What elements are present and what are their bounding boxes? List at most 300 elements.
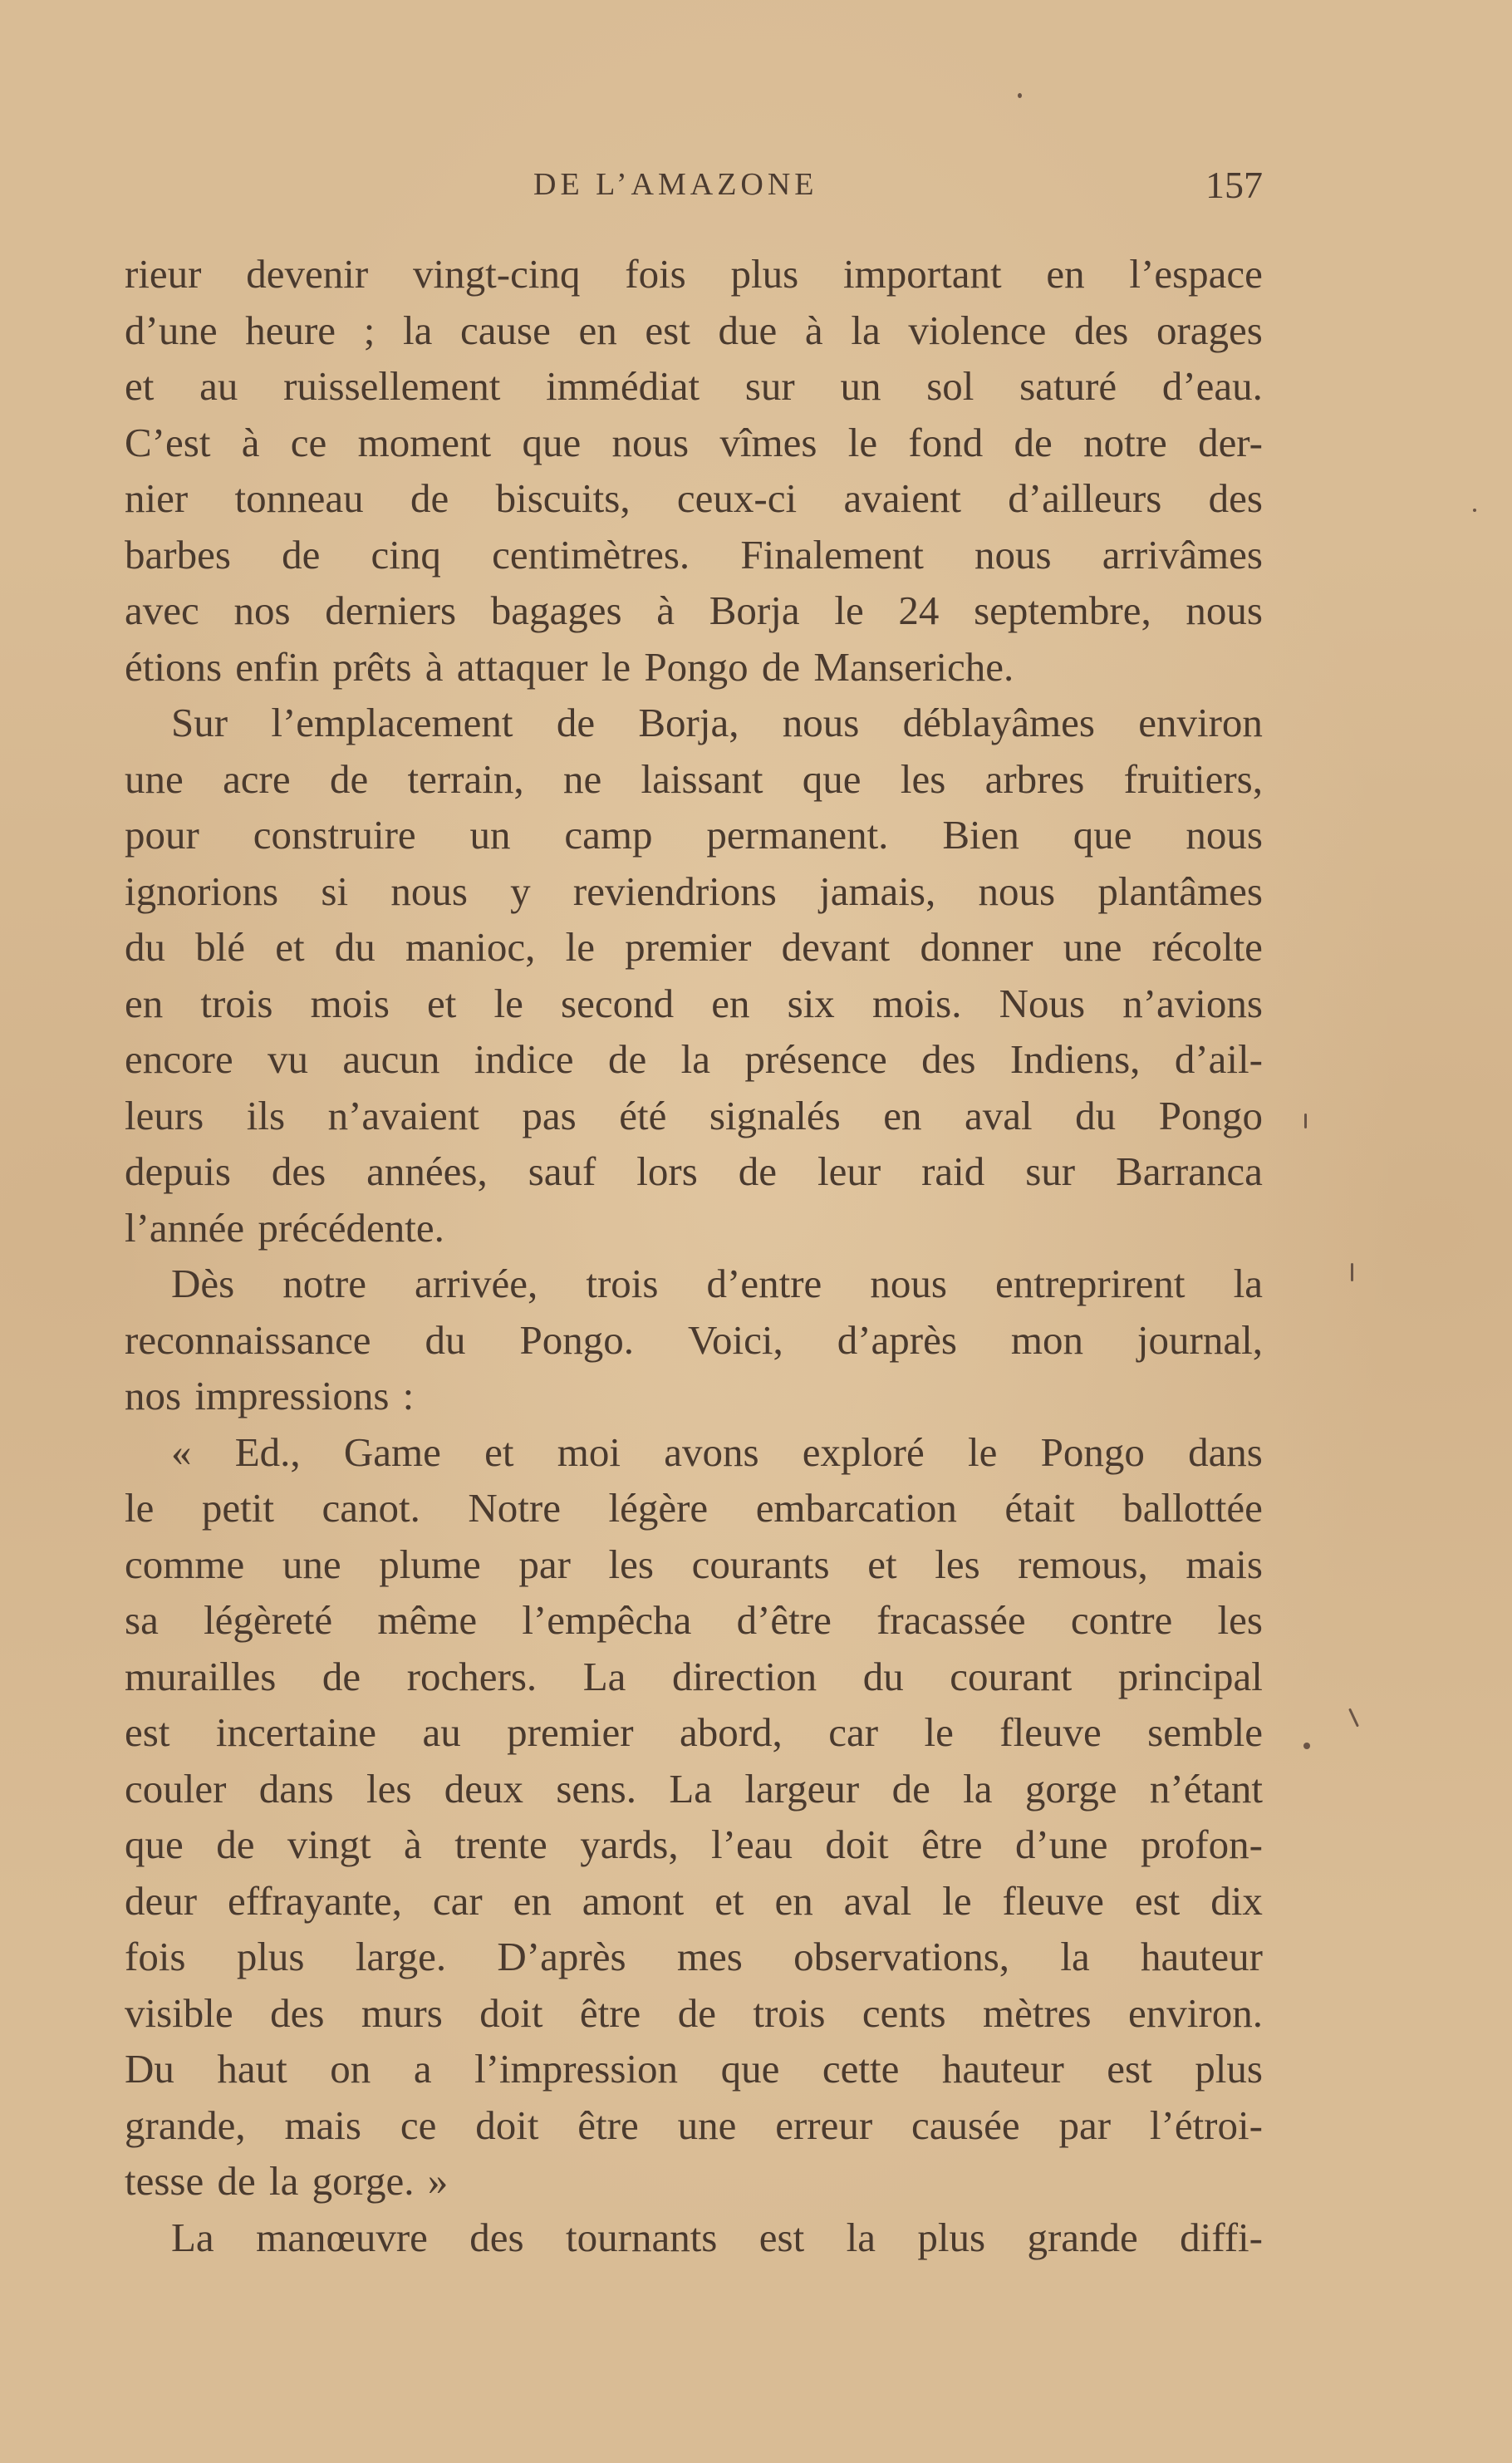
word: notre	[282, 1261, 366, 1306]
text-line	[125, 2210, 1263, 2266]
word: mon	[1010, 1316, 1083, 1363]
word: grande,	[125, 2102, 246, 2148]
word: est	[125, 1709, 170, 1755]
word: en	[1046, 251, 1085, 297]
word: fruitiers,	[1123, 755, 1263, 802]
paper-speck	[1348, 1708, 1359, 1727]
text-line	[125, 2041, 1263, 2097]
word: le	[834, 587, 864, 633]
word: nous	[390, 868, 468, 914]
word: visible	[125, 1989, 233, 2036]
word: saturé	[1019, 363, 1117, 409]
word: arrivée,	[415, 1261, 538, 1306]
text-line	[125, 470, 1263, 527]
word: car	[432, 1877, 483, 1924]
word: de	[556, 700, 596, 745]
word: fracassée	[876, 1597, 1026, 1643]
word: que	[522, 419, 582, 465]
word: fond	[908, 419, 984, 465]
word: nier	[125, 475, 189, 521]
word: être	[577, 2102, 639, 2148]
word: arrivâmes	[1102, 531, 1263, 578]
word: reconnaissance	[125, 1316, 371, 1363]
word: la	[403, 307, 433, 353]
word: Du	[125, 2046, 174, 2092]
word: barbes	[125, 531, 231, 578]
word: la	[846, 2214, 876, 2260]
text-line	[125, 1088, 1263, 1144]
word: et	[484, 1428, 514, 1475]
word: et	[275, 924, 305, 970]
word: der-	[1198, 419, 1263, 465]
word: à	[241, 419, 260, 465]
word: et	[714, 1877, 744, 1924]
word: dans	[1188, 1428, 1263, 1475]
word: fleuve	[1002, 1877, 1104, 1924]
word: nous	[1186, 812, 1263, 858]
word: murs	[361, 1989, 443, 2036]
word: rochers.	[406, 1653, 538, 1699]
word: second	[561, 980, 675, 1026]
word: permanent.	[706, 812, 889, 858]
text-line	[125, 1929, 1263, 1985]
word: de	[607, 1036, 647, 1082]
word: de	[1014, 419, 1053, 465]
word: le	[967, 1428, 998, 1475]
word: l’eau	[711, 1821, 793, 1867]
word: ce	[290, 419, 327, 465]
word: Dès	[171, 1261, 235, 1306]
word: reviendrions	[572, 868, 777, 914]
word: trois	[586, 1261, 659, 1306]
word: ruissellement	[283, 363, 501, 409]
word: au	[422, 1709, 461, 1755]
word: sa	[125, 1597, 159, 1643]
word: que	[802, 755, 862, 802]
word: l’empêcha	[522, 1597, 692, 1643]
word: car	[828, 1709, 879, 1755]
word: nous	[974, 531, 1052, 578]
word: gorge	[1024, 1765, 1117, 1812]
word: nous	[870, 1261, 947, 1306]
word: ceux-ci	[676, 475, 798, 521]
paper-speck	[1018, 93, 1022, 98]
text-line	[125, 1312, 1263, 1369]
word: pas	[522, 1092, 577, 1138]
text-line	[125, 695, 1263, 751]
word: premier	[625, 924, 752, 970]
word: tournants	[566, 2214, 718, 2260]
word: est	[1107, 2046, 1152, 2092]
word: d’après	[837, 1316, 957, 1363]
word: l’impression	[474, 2046, 679, 2092]
word: mais	[1186, 1541, 1263, 1587]
word: un	[840, 363, 881, 409]
word: du	[862, 1653, 904, 1699]
word: ce	[400, 2102, 437, 2148]
word: environ	[1138, 700, 1263, 745]
word: La	[582, 1653, 626, 1699]
word: a	[413, 2046, 432, 2092]
text-line	[125, 1143, 1263, 1200]
text-line	[125, 583, 1263, 639]
word: être	[921, 1821, 983, 1867]
text-line	[125, 751, 1263, 808]
word: fois	[125, 1934, 186, 1979]
text-line	[125, 976, 1263, 1032]
word: que	[1073, 812, 1132, 858]
word: en	[774, 1877, 813, 1924]
text-line	[125, 1761, 1263, 1817]
text-line	[125, 1536, 1263, 1593]
word: même	[377, 1597, 478, 1643]
word: grande	[1027, 2214, 1138, 2260]
word: par	[1058, 2102, 1112, 2148]
text-line	[125, 2097, 1263, 2154]
word: Borja	[709, 587, 800, 633]
word: trois	[753, 1989, 826, 2036]
word: mais	[284, 2102, 361, 2148]
word: lors	[636, 1148, 698, 1194]
word: le	[924, 1709, 954, 1755]
word: vingt-cinq	[413, 251, 581, 297]
word: le	[125, 1485, 155, 1531]
word: 24	[898, 587, 940, 633]
word: y	[510, 868, 531, 914]
word: doit	[479, 1989, 543, 2036]
word: d’entre	[706, 1261, 822, 1306]
word: premier	[507, 1709, 634, 1755]
word: et	[427, 980, 457, 1026]
word: aucun	[342, 1036, 440, 1082]
word: cents	[862, 1989, 946, 2036]
word: nous	[1186, 587, 1263, 633]
text-line	[125, 919, 1263, 976]
word: pour	[125, 812, 199, 858]
text-line	[125, 415, 1263, 471]
word: diffi-	[1180, 2214, 1263, 2260]
word: d’une	[125, 307, 218, 353]
word: moment	[357, 419, 492, 465]
word: dans	[258, 1765, 334, 1812]
word: cinq	[371, 531, 441, 578]
word: courant	[950, 1653, 1073, 1699]
word: en	[578, 307, 617, 353]
word: murailles	[125, 1653, 277, 1699]
word: trois	[200, 980, 273, 1026]
word: plus	[236, 1934, 305, 1979]
word: indice	[474, 1036, 574, 1082]
word: était	[1004, 1485, 1075, 1531]
word: heure	[245, 307, 336, 353]
text-line: nos impressions :	[125, 1373, 415, 1418]
word: le	[493, 980, 523, 1026]
word: plume	[379, 1541, 481, 1587]
word: mes	[676, 1934, 743, 1979]
word: haut	[217, 2046, 287, 2092]
word: Finalement	[740, 531, 924, 578]
word: sur	[1025, 1148, 1076, 1194]
word: Ed.,	[234, 1428, 301, 1475]
word: légère	[608, 1485, 709, 1531]
text-line: tesse de la gorge. »	[125, 2158, 449, 2204]
word: erreur	[775, 2102, 873, 2148]
word: direction	[671, 1653, 817, 1699]
word: en	[125, 980, 164, 1026]
word: à	[656, 587, 675, 633]
word: n’étant	[1149, 1765, 1263, 1812]
word: à	[804, 307, 823, 353]
word: le	[565, 924, 595, 970]
word: devenir	[246, 251, 369, 297]
word: doit	[475, 2102, 539, 2148]
word: en	[513, 1877, 552, 1924]
word: abord,	[679, 1709, 783, 1755]
word: blé	[195, 924, 246, 970]
text-line	[125, 1256, 1263, 1312]
word: centimètres.	[492, 531, 690, 578]
word: ;	[363, 307, 376, 353]
word: des	[1208, 475, 1263, 521]
text-line	[125, 863, 1263, 920]
page-header	[125, 163, 1263, 221]
word: Pongo	[1158, 1092, 1263, 1138]
word: nos	[233, 587, 291, 633]
word: Voici,	[687, 1316, 783, 1363]
word: être	[579, 1989, 641, 2036]
word: le	[847, 419, 878, 465]
word: de	[410, 475, 449, 521]
word: tonneau	[234, 475, 364, 521]
word: au	[199, 363, 238, 409]
word: les	[366, 1765, 412, 1812]
word: de	[891, 1765, 930, 1812]
word: des	[921, 1036, 976, 1082]
word: incertaine	[215, 1709, 377, 1755]
word: par	[518, 1541, 571, 1587]
word: la	[851, 307, 881, 353]
text-line	[125, 1873, 1263, 1930]
word: une	[125, 755, 184, 802]
word: raid	[921, 1148, 985, 1194]
word: large.	[355, 1934, 447, 1979]
word: manioc,	[405, 924, 536, 970]
word: présence	[744, 1036, 887, 1082]
word: mois	[310, 980, 390, 1026]
word: terrain,	[407, 755, 524, 802]
word: récolte	[1151, 924, 1263, 970]
text-line: l’année précédente.	[125, 1204, 444, 1251]
word: et	[125, 363, 155, 409]
word: rieur	[125, 251, 202, 297]
word: la	[1060, 1934, 1090, 1979]
word: C’est	[125, 419, 211, 465]
word: principal	[1117, 1653, 1263, 1699]
word: Notre	[468, 1485, 561, 1531]
word: de	[216, 1821, 255, 1867]
word: l’espace	[1129, 251, 1263, 297]
word: orages	[1156, 307, 1263, 353]
word: moi	[557, 1428, 621, 1475]
word: acre	[223, 755, 291, 802]
word: bagages	[490, 587, 622, 633]
word: derniers	[325, 587, 457, 633]
word: hauteur	[941, 2046, 1064, 2092]
word: jamais,	[819, 868, 936, 914]
word: biscuits,	[495, 475, 631, 521]
word: de	[738, 1148, 777, 1194]
word: nous	[611, 419, 690, 465]
word: important	[843, 251, 1002, 297]
word: notre	[1083, 419, 1167, 465]
word: courants	[691, 1541, 830, 1587]
word: camp	[564, 812, 653, 858]
word: plantâmes	[1097, 868, 1263, 914]
word: est	[645, 307, 690, 353]
word: Barranca	[1116, 1148, 1263, 1194]
word: plus	[730, 251, 799, 297]
word: amont	[582, 1877, 685, 1924]
word: n’avions	[1122, 980, 1263, 1026]
word: cette	[822, 2046, 900, 2092]
word: à	[404, 1821, 422, 1867]
word: est	[758, 2214, 805, 2260]
text-line	[125, 807, 1263, 863]
word: devant	[781, 924, 891, 970]
word: fleuve	[999, 1709, 1102, 1755]
word: encore	[125, 1036, 233, 1082]
word: contre	[1070, 1597, 1173, 1643]
word: avaient	[843, 475, 961, 521]
word: La	[171, 2214, 214, 2260]
word: embarcation	[755, 1485, 957, 1531]
word: leurs	[125, 1092, 204, 1138]
word: Game	[343, 1428, 441, 1475]
word: signalés	[709, 1092, 841, 1138]
paper-speck	[1303, 1743, 1310, 1749]
word: leur	[817, 1148, 881, 1194]
word: les	[900, 755, 946, 802]
word: vingt	[287, 1821, 371, 1867]
word: des	[469, 2214, 524, 2260]
word: hauteur	[1141, 1934, 1263, 1979]
word: Nous	[999, 980, 1086, 1026]
word: journal,	[1136, 1316, 1263, 1363]
word: et	[867, 1541, 897, 1587]
word: environ.	[1128, 1989, 1263, 2036]
word: que	[125, 1821, 184, 1867]
word: de	[282, 531, 321, 578]
word: aval	[843, 1877, 912, 1924]
text-line	[125, 1704, 1263, 1761]
word: Borja,	[638, 700, 739, 745]
text-line: étions enfin prêts à attaquer le Pongo de Manseriche.	[125, 643, 1014, 690]
word: septembre,	[974, 587, 1151, 633]
word: aval	[965, 1092, 1033, 1138]
word: deux	[444, 1765, 523, 1812]
text-line	[125, 302, 1263, 359]
word: depuis	[125, 1148, 231, 1194]
word: mètres	[982, 1989, 1092, 2036]
word: construire	[253, 812, 416, 858]
word: du	[334, 924, 376, 970]
word: légèreté	[204, 1597, 333, 1643]
word: nous	[782, 700, 860, 745]
word: vu	[267, 1036, 308, 1082]
word: nous	[978, 868, 1056, 914]
word: d’une	[1014, 1821, 1108, 1867]
word: canot.	[322, 1485, 420, 1531]
word: cause	[460, 307, 551, 353]
word: Sur	[171, 700, 228, 745]
text-line	[125, 1649, 1263, 1705]
word: de	[322, 1653, 361, 1699]
word: vîmes	[719, 419, 817, 465]
page-number: 157	[1205, 164, 1263, 206]
word: que	[720, 2046, 780, 2092]
word: remous,	[1018, 1541, 1148, 1587]
word: n’avaient	[327, 1092, 479, 1138]
word: ne	[562, 755, 602, 802]
word: sauf	[528, 1148, 596, 1194]
word: sol	[926, 363, 974, 409]
word: l’étroi-	[1149, 2102, 1263, 2148]
word: dix	[1210, 1877, 1263, 1924]
word: due	[718, 307, 778, 353]
word: en	[711, 980, 750, 1026]
word: la	[1233, 1261, 1263, 1306]
word: D’après	[497, 1934, 626, 1979]
word: petit	[201, 1485, 274, 1531]
word: causée	[911, 2102, 1020, 2148]
word: une	[1063, 924, 1122, 970]
word: arbres	[984, 755, 1085, 802]
word: ils	[246, 1092, 286, 1138]
word: La	[669, 1765, 712, 1812]
running-head: DE L’AMAZONE	[533, 167, 818, 202]
word: des	[270, 1989, 325, 2036]
word: plus	[1195, 2046, 1263, 2092]
word: l’emplacement	[271, 700, 513, 745]
word: exploré	[802, 1428, 925, 1475]
word: «	[171, 1428, 192, 1475]
word: si	[321, 868, 349, 914]
word: années,	[366, 1148, 488, 1194]
text-line	[125, 1592, 1263, 1649]
word: laissant	[641, 755, 763, 802]
word: observations,	[793, 1934, 1010, 1979]
word: couler	[125, 1765, 227, 1812]
word: avons	[664, 1428, 759, 1475]
word: été	[619, 1092, 667, 1138]
paper-speck	[1304, 1114, 1307, 1128]
word: la	[680, 1036, 710, 1082]
word: d’ailleurs	[1008, 475, 1162, 521]
word: de	[329, 755, 369, 802]
word: d’eau.	[1161, 363, 1263, 409]
paper-speck	[1473, 509, 1476, 512]
word: mois.	[871, 980, 962, 1026]
text-line	[125, 1817, 1263, 1873]
word: semble	[1147, 1709, 1263, 1755]
word: déblayâmes	[902, 700, 1095, 745]
word: sens.	[556, 1765, 636, 1812]
word: manœuvre	[256, 2214, 428, 2260]
paper-speck	[1351, 1263, 1353, 1281]
word: Pongo	[1040, 1428, 1145, 1475]
word: la	[963, 1765, 993, 1812]
word: du	[1075, 1092, 1117, 1138]
